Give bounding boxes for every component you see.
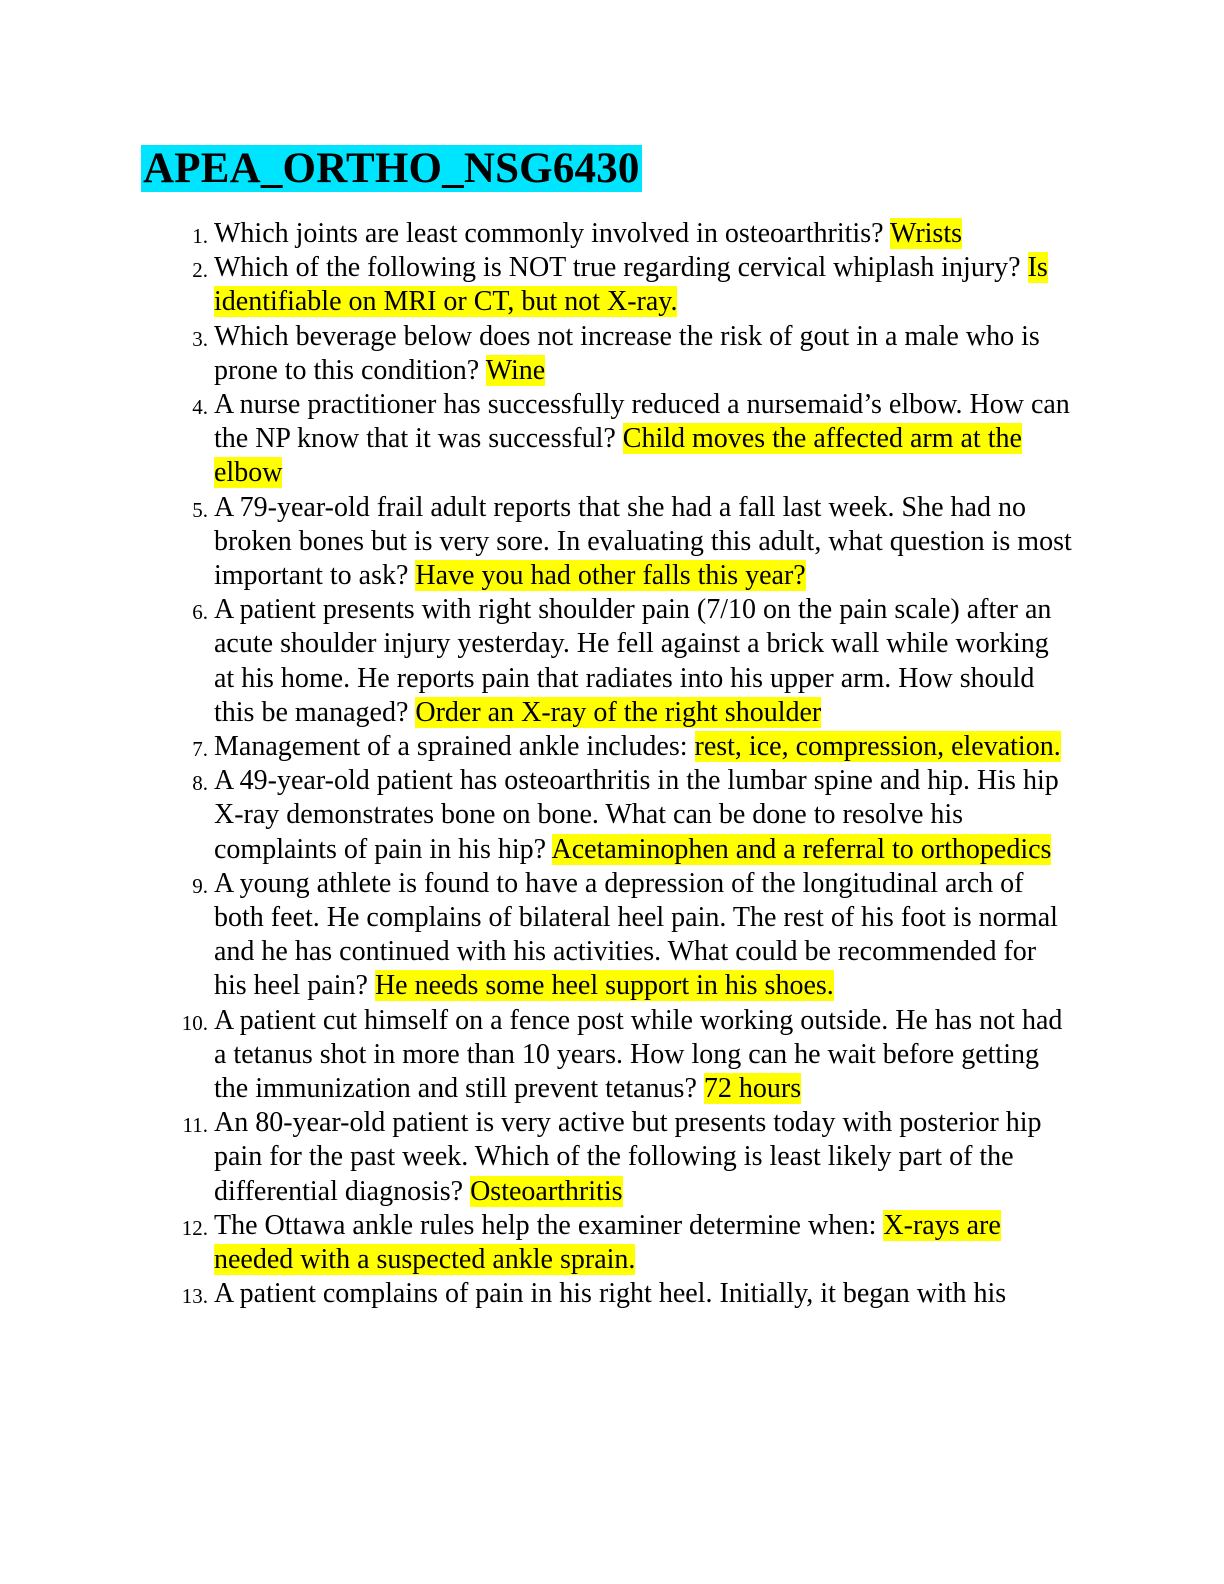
question-number: 7. <box>192 737 208 762</box>
answer-highlight: 72 hours <box>703 1073 802 1105</box>
question-text: A patient cut himself on a fence post while working outside. He has not had a tetanus shot in more than 10 years. How long can he wait before getting the immunization and still prevent tetanus? <box>214 1004 1063 1105</box>
question-item <box>0 593 1074 730</box>
title-highlight: APEA_ORTHO_NSG6430 <box>143 145 640 192</box>
question-text: Which of the following is NOT true regarding cervical whiplash injury? <box>214 252 1021 284</box>
question-item <box>0 491 1074 594</box>
question-item <box>0 217 1074 251</box>
question-item <box>0 251 1074 319</box>
answer-highlight: Wine <box>485 354 546 386</box>
question-item <box>0 1209 1074 1277</box>
question-item <box>0 764 1074 867</box>
question-item <box>0 1277 1074 1311</box>
answer-highlight: Is identifiable on MRI or CT, but not X-ray. <box>214 252 1048 318</box>
question-item <box>0 388 1074 491</box>
answer-highlight: Order an X-ray of the right shoulder <box>415 696 822 728</box>
question-number: 11. <box>182 1113 208 1138</box>
question-number: 8. <box>192 771 208 796</box>
question-text: The Ottawa ankle rules help the examiner determine when: <box>214 1209 877 1241</box>
question-text: Which beverage below does not increase the risk of gout in a male who is prone to this condition? <box>214 320 1040 386</box>
question-text: A young athlete is found to have a depression of the longitudinal arch of both feet. He complains of bilateral heel pain. The rest of his foot is normal and he has continued with his activities. What could be recommended for his heel pain? <box>214 867 1058 1002</box>
question-item <box>0 867 1074 1004</box>
question-item <box>0 730 1074 764</box>
answer-highlight: Acetaminophen and a referral to orthopedics <box>551 833 1052 865</box>
question-item <box>0 1004 1074 1107</box>
question-item <box>0 320 1074 388</box>
answer-highlight: Child moves the affected arm at the elbow <box>214 423 1022 489</box>
question-number: 13. <box>181 1284 208 1309</box>
question-text: A 49-year-old patient has osteoarthritis in the lumbar spine and hip. His hip X-ray demonstrates bone on bone. What can be done to resolve his complaints of pain in his hip? <box>214 765 1059 865</box>
question-text: Which joints are least commonly involved in osteoarthritis? <box>214 218 884 249</box>
question-number: 10. <box>181 1010 208 1035</box>
answer-highlight: He needs some heel support in his shoes. <box>374 970 834 1002</box>
question-number: 3. <box>192 326 208 351</box>
question-number: 6. <box>192 600 208 625</box>
answer-highlight: X-rays are needed with a suspected ankle sprain. <box>214 1209 1001 1276</box>
answer-highlight: Osteoarthritis <box>470 1175 623 1207</box>
answer-highlight: rest, ice, compression, elevation. <box>694 731 1061 763</box>
question-number: 4. <box>192 395 208 420</box>
question-text: A patient presents with right shoulder pain (7/10 on the pain scale) after an acute shoulder injury yesterday. He fell against a brick wall while working at his home. He reports pain that radiates into his upper arm. How should this be managed? <box>214 594 1052 728</box>
question-text: A nurse practitioner has successfully reduced a nursemaid’s elbow. How can the NP know that it was successful? <box>214 389 1070 455</box>
question-number: 5. <box>192 497 208 522</box>
question-number: 9. <box>192 873 208 898</box>
question-text: An 80-year-old patient is very active but presents today with posterior hip pain for the past week. Which of the following is least likely part of the differential diagnosis? <box>214 1107 1042 1207</box>
question-item <box>0 1106 1074 1209</box>
answer-highlight: Have you had other falls this year? <box>415 560 806 592</box>
question-number: 2. <box>192 258 208 283</box>
question-text: Management of a sprained ankle includes: <box>214 731 688 763</box>
question-list <box>0 217 1224 1312</box>
question-number: 12. <box>181 1215 208 1240</box>
question-text: A patient complains of pain in his right heel. Initially, it began with his <box>214 1278 1007 1310</box>
question-text: A 79-year-old frail adult reports that she had a fall last week. She had no broken bones but is very sore. In evaluating this adult, what question is most important to ask? <box>214 491 1072 592</box>
answer-highlight: Wrists <box>890 218 962 249</box>
document-title <box>141 141 642 197</box>
question-number: 1. <box>192 224 208 248</box>
